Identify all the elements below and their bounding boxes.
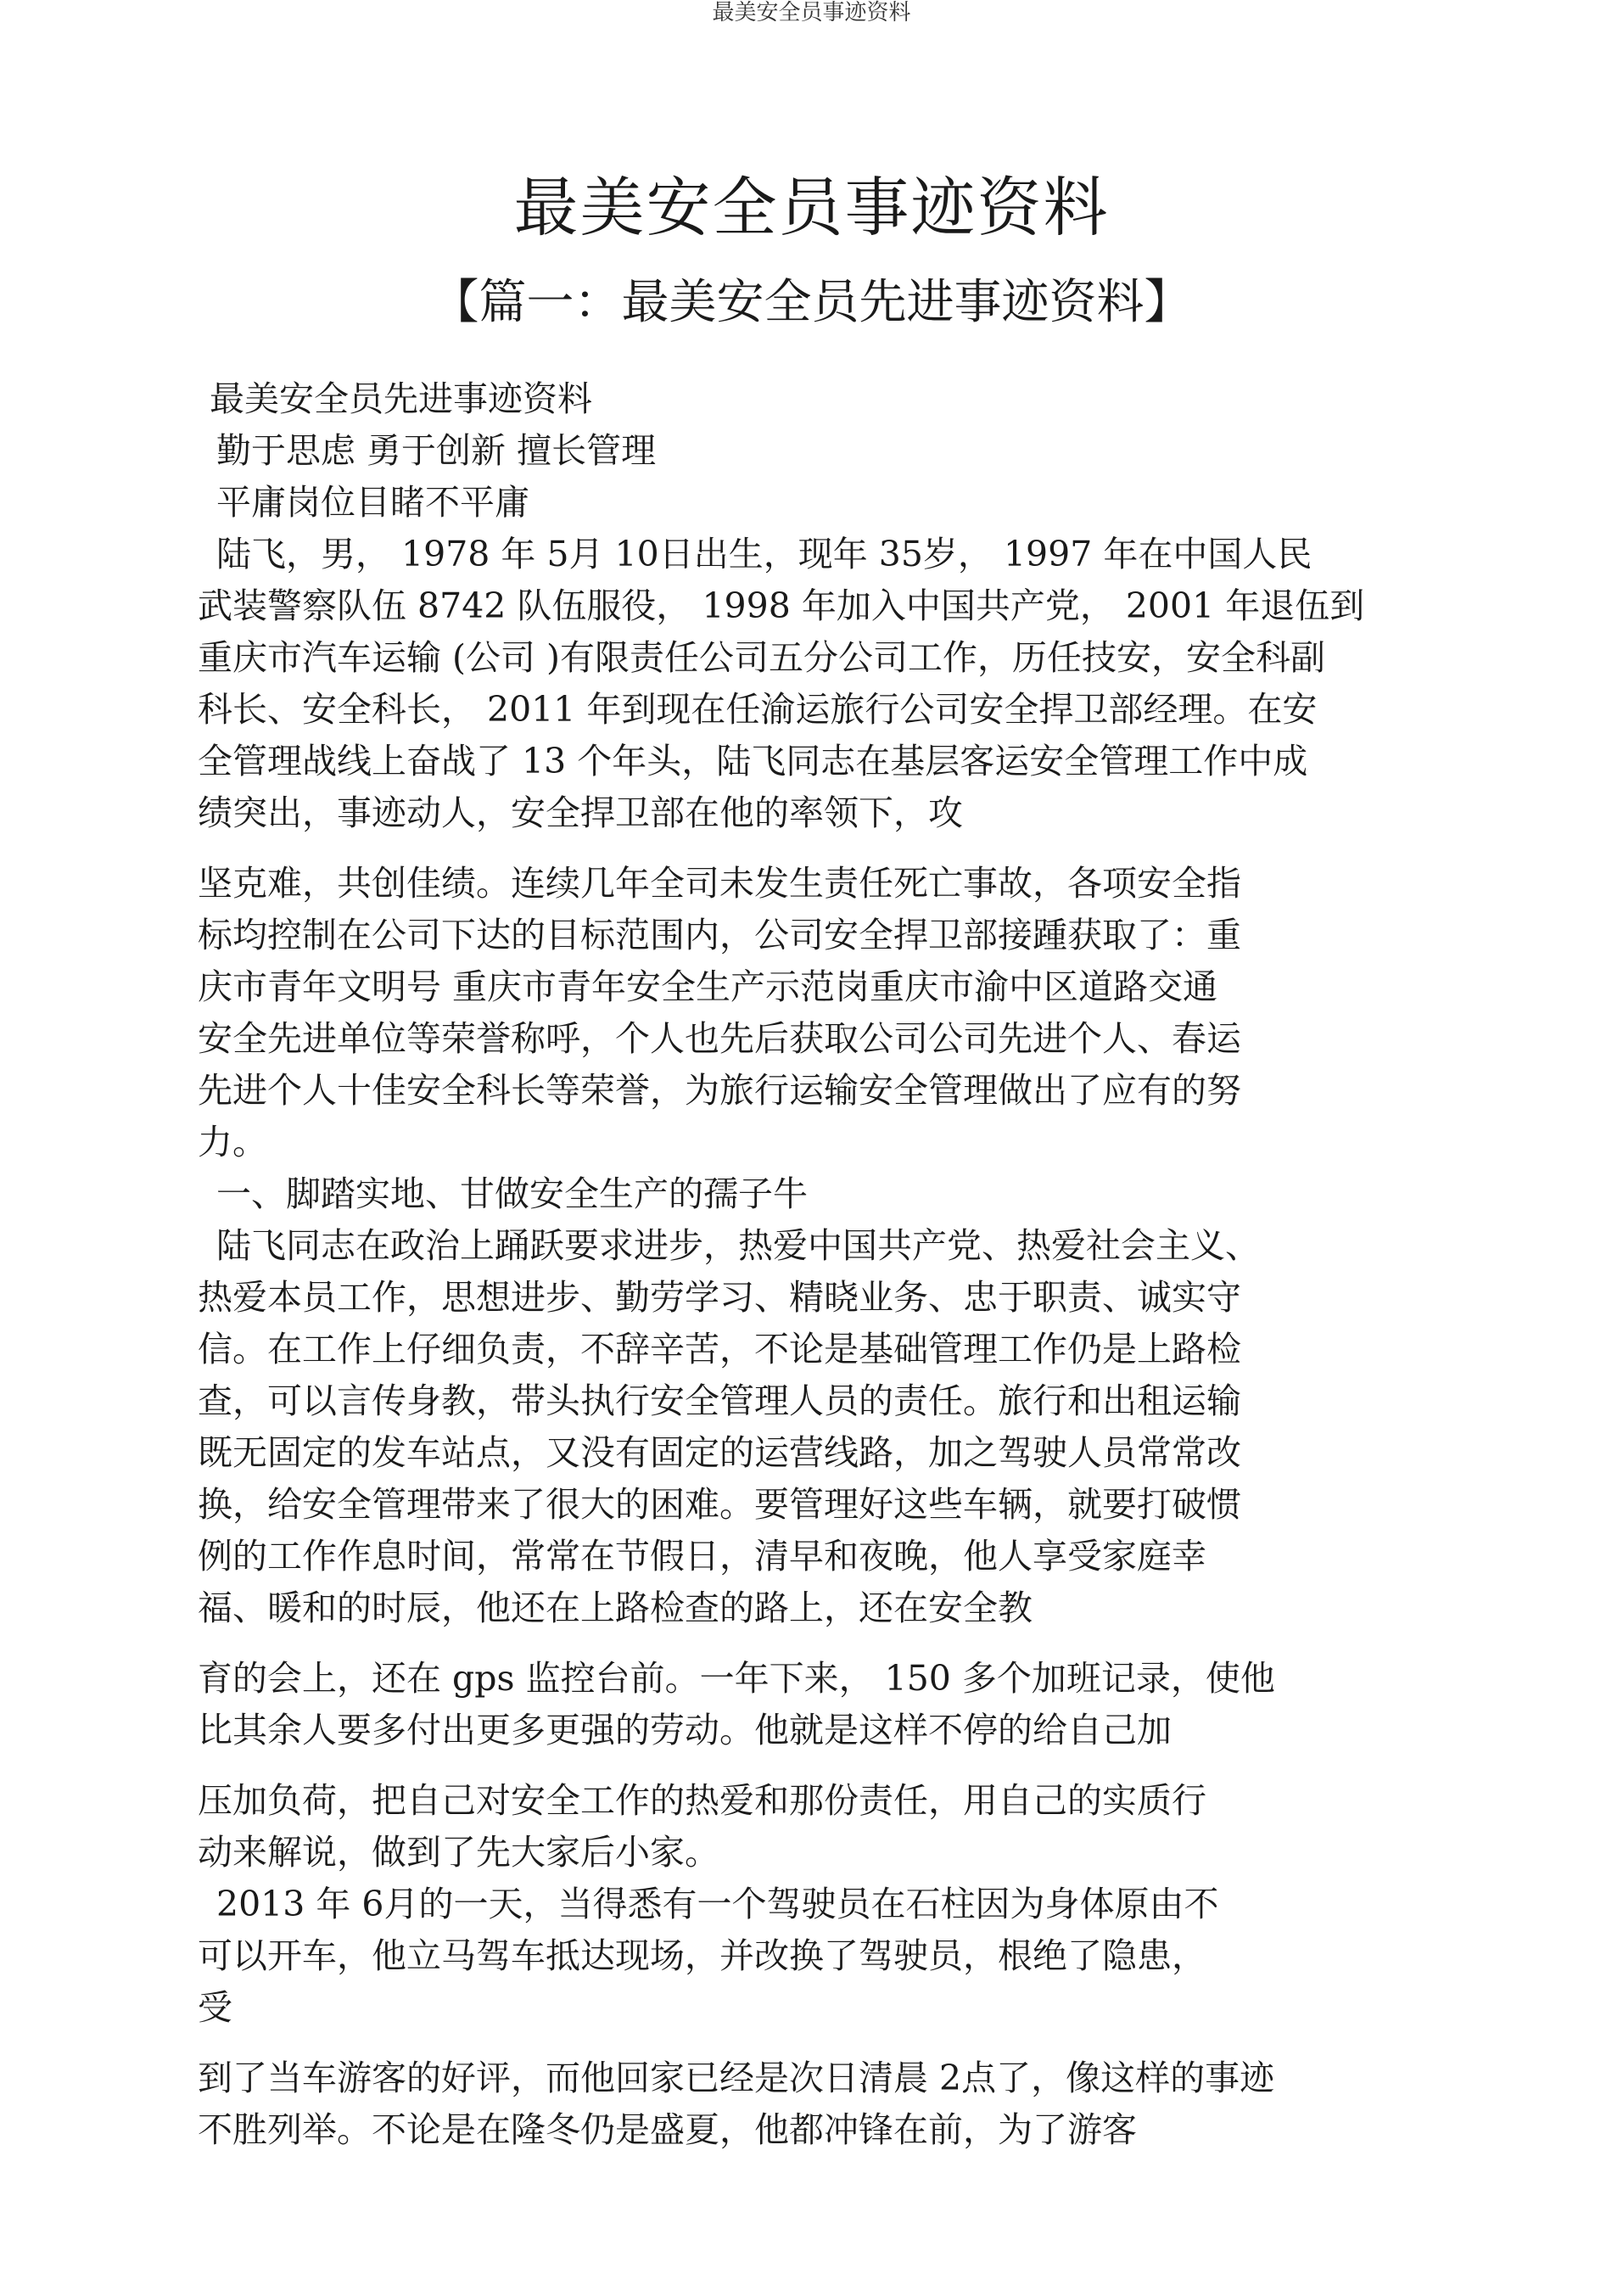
block-gap bbox=[198, 1634, 1470, 1653]
running-header: 最美安全员事迹资料 bbox=[712, 0, 911, 25]
text-line: 科长、安全科长， 2011 年到现在任渝运旅行公司安全捍卫部经理。在安 bbox=[198, 689, 1318, 730]
section-heading: 一、脚踏实地、甘做安全生产的孺子牛 bbox=[216, 1173, 808, 1214]
text-line: 不胜列举。不论是在隆冬仍是盛夏，他都冲锋在前，为了游客 bbox=[198, 2109, 1137, 2150]
text-line: 全管理战线上奋战了 13 个年头，陆飞同志在基层客运安全管理工作中成 bbox=[198, 741, 1308, 781]
text-line: 安全先进单位等荣誉称呼，个人也先后获取公司公司先进个人、春运 bbox=[198, 1018, 1241, 1059]
block-gap bbox=[198, 839, 1470, 858]
text-line: 查，可以言传身教，带头执行安全管理人员的责任。旅行和出租运输 bbox=[198, 1380, 1241, 1421]
text-line: 比其余人要多付出更多更强的劳动。他就是这样不停的给自己加 bbox=[198, 1710, 1172, 1750]
text-line: 热爱本员工作，思想进步、勤劳学习、精晓业务、忠于职责、诚实守 bbox=[198, 1277, 1241, 1318]
text-line: 压加负荷，把自己对安全工作的热爱和那份责任，用自己的实质行 bbox=[198, 1780, 1206, 1821]
document-body bbox=[198, 373, 1470, 2156]
text-line: 陆飞同志在政治上踊跃要求进步，热爱中国共产党、热爱社会主义、 bbox=[216, 1225, 1260, 1266]
text-line: 最美安全员先进事迹资料 bbox=[210, 378, 592, 419]
text-line: 既无固定的发车站点，又没有固定的运营线路，加之驾驶人员常常改 bbox=[198, 1432, 1241, 1473]
block-gap bbox=[198, 1756, 1470, 1775]
block-gap bbox=[198, 2034, 1470, 2052]
text-line: 坚克难，共创佳绩。连续几年全司未发生责任死亡事故，各项安全指 bbox=[198, 863, 1241, 904]
text-line: 武装警察队伍 8742 队伍服役， 1998 年加入中国共产党， 2001 年退伍到 bbox=[198, 585, 1365, 626]
text-line: 换，给安全管理带来了很大的困难。要管理好这些车辆，就要打破惯 bbox=[198, 1484, 1241, 1525]
text-line: 庆市青年文明号 重庆市青年安全生产示范岗重庆市渝中区道路交通 bbox=[198, 966, 1218, 1007]
text-line: 平庸岗位目睹不平庸 bbox=[216, 482, 529, 523]
text-line: 到了当车游客的好评，而他回家已经是次日清晨 2点了，像这样的事迹 bbox=[198, 2058, 1275, 2098]
text-line: 受 bbox=[198, 1987, 232, 2028]
text-line: 福、暖和的时辰，他还在上路检查的路上，还在安全教 bbox=[198, 1588, 1033, 1628]
text-line: 例的工作作息时间，常常在节假日，清早和夜晚，他人享受家庭幸 bbox=[198, 1536, 1206, 1576]
text-line: 重庆市汽车运输 (公司 )有限责任公司五分公司工作，历任技安，安全科副 bbox=[198, 637, 1326, 678]
text-line: 力。 bbox=[198, 1122, 267, 1162]
document-title: 最美安全员事迹资料 bbox=[513, 170, 1110, 245]
text-line: 先进个人十佳安全科长等荣誉，为旅行运输安全管理做出了应有的努 bbox=[198, 1070, 1241, 1111]
text-line: 动来解说，做到了先大家后小家。 bbox=[198, 1832, 719, 1873]
text-line: 陆飞，男， 1978 年 5月 10日出生，现年 35岁， 1997 年在中国人民 bbox=[216, 534, 1312, 574]
text-line: 标均控制在公司下达的目标范围内，公司安全捍卫部接踵获取了：重 bbox=[198, 915, 1241, 955]
text-line: 可以开车，他立马驾车抵达现场，并改换了驾驶员，根绝了隐患， bbox=[198, 1935, 1206, 1976]
text-line: 育的会上，还在 gps 监控台前。一年下来， 150 多个加班记录，使他 bbox=[198, 1658, 1275, 1699]
text-line: 勤于思虑 勇于创新 擅长管理 bbox=[216, 430, 657, 471]
text-line: 信。在工作上仔细负责，不辞辛苦，不论是基础管理工作仍是上路检 bbox=[198, 1329, 1241, 1369]
text-line: 绩突出，事迹动人，安全捍卫部在他的率领下，攻 bbox=[198, 792, 963, 833]
text-line: 2013 年 6月的一天，当得悉有一个驾驶员在石柱因为身体原由不 bbox=[216, 1884, 1219, 1924]
document-subtitle: 【篇一：最美安全员先进事迹资料】 bbox=[431, 275, 1192, 330]
